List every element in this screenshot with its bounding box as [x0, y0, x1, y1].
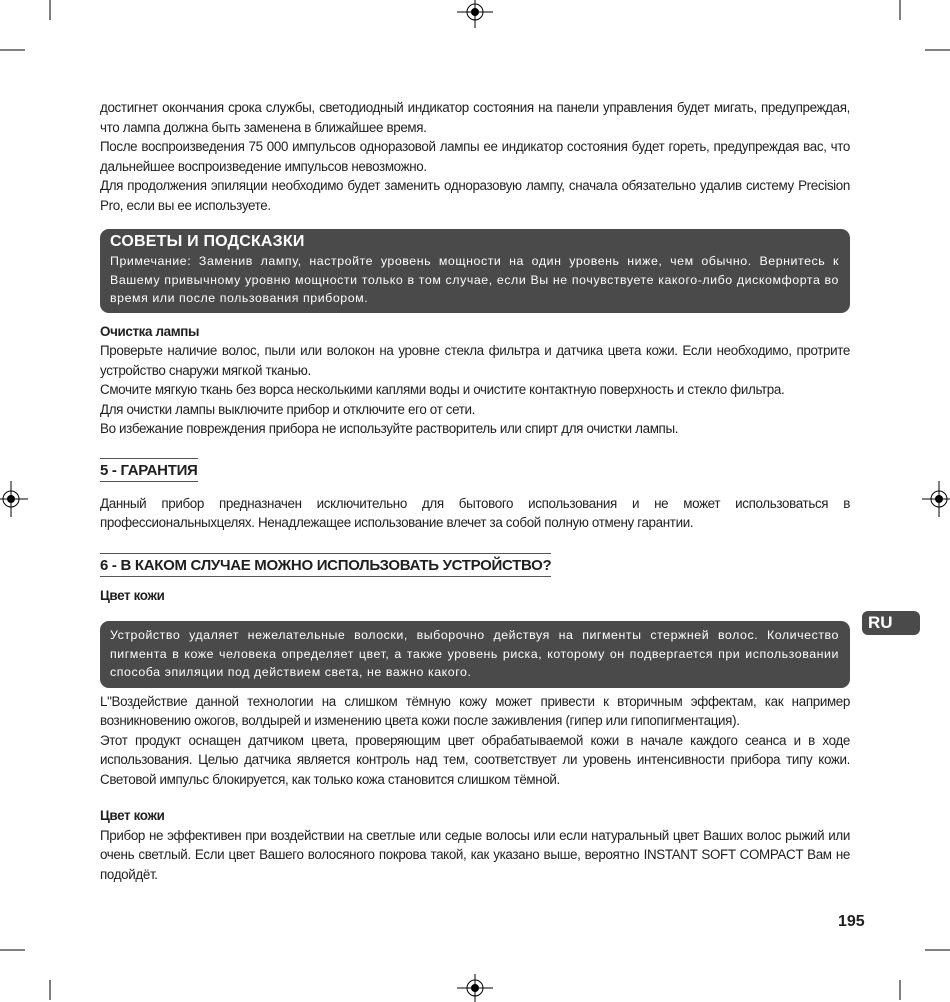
- lamp-cleaning-heading: Очистка лампы: [100, 323, 200, 339]
- crop-mark-tl: [0, 0, 60, 60]
- skin-info-text: Устройство удаляет нежелательные волоски, выборочно действуя на пигменты стержней волос. Количество пигмента в коже человека определяет цвет, а также уровень риска, которому он подвергается при использовании способа эпиляции под действием света, не важно какого.: [110, 628, 839, 679]
- tips-body: Примечание: Заменив лампу, настройте уровень мощности на один уровень ниже, чем обычно. Вернитесь к Вашему привычному уровню мощности только в том случае, если Вы не почувствуете какого-либо дискомфорта во время или после пользования прибором.: [110, 254, 839, 305]
- crop-mark-bl: [0, 940, 60, 1000]
- hair-color-heading: Цвет кожи: [100, 808, 165, 823]
- intro-paragraph-1: достигнет окончания срока службы, светодиодный индикатор состояния на панели управления будет мигать, предупреждая, что лампа должна быть заменена в ближайшее время.: [100, 100, 850, 135]
- tips-title: СОВЕТЫ И ПОДСКАЗКИ: [110, 233, 305, 250]
- intro-paragraph-2: После воспроизведения 75 000 импульсов одноразовой лампы ее индикатор состояния будет гореть, предупреждая вас, что дальнейшее воспроизведение импульсов невозможно.: [100, 139, 850, 174]
- crop-mark-tr: [890, 0, 950, 60]
- lamp-cleaning-line-4: Во избежание повреждения прибора не используйте растворитель или спирт для очистки лампы.: [100, 421, 679, 436]
- page-content: [100, 98, 850, 884]
- usage-paragraph-2: Этот продукт оснащен датчиком цвета, проверяющим цвет обрабатываемой кожи в начале каждого сеанса и в ходе использования. Целью датчика является контроль над тем, соответствует ли уровень интенсивности прибора типу кожи. Световой импульс блокируется, как только кожа становится слишком тёмной.: [100, 732, 850, 787]
- tips-box: [100, 229, 850, 313]
- skin-info-box: [100, 621, 850, 688]
- warranty-text: Данный прибор предназначен исключительно для бытового использования и не может использоваться в профессиональныхцелях. Ненадлежащее использование влечет за собой полную отмену гарантии.: [100, 495, 850, 530]
- language-badge: RU: [862, 611, 920, 635]
- usage-section: [100, 553, 850, 885]
- registration-mark-left: [0, 479, 30, 519]
- skin-color-heading: Цвет кожи: [100, 587, 165, 603]
- registration-mark-bottom: [455, 972, 495, 1002]
- lamp-cleaning-line-3: Для очистки лампы выключите прибор и отключите его от сети.: [100, 401, 476, 417]
- crop-mark-br: [890, 940, 950, 1000]
- usage-title: 6 - В КАКОМ СЛУЧАЕ МОЖНО ИСПОЛЬЗОВАТЬ УСТРОЙСТВО?: [100, 553, 551, 577]
- page-number: 195: [838, 913, 865, 930]
- lamp-cleaning-line-2: Смочите мягкую ткань без ворса несколькими каплями воды и очистите контактную поверхность и стекло фильтра.: [100, 382, 785, 397]
- usage-paragraph-1: L"Воздействие данной технологии на слишком тёмную кожу может привести к вторичным эффектам, как например возникновению ожогов, волдырей и изменению цвета кожи после заживления (гипер или гипопигментация).: [100, 693, 850, 728]
- hair-color-text: Прибор не эффективен при воздействии на светлые или седые волосы или если натуральный цвет Ваших волос рыжий или очень светлый. Если цвет Вашего волосяного покрова такой, как указано выше, вероятно INSTANT SOFT COMPACT Вам не подойдёт.: [100, 827, 850, 882]
- registration-mark-right: [920, 479, 950, 519]
- warranty-section: [100, 458, 850, 533]
- intro-paragraph-3: Для продолжения эпиляции необходимо будет заменить одноразовую лампу, сначала обязательно удалив систему Precision Pro, если вы ее используете.: [100, 178, 850, 213]
- lamp-cleaning-line-1: Проверьте наличие волос, пыли или волокон на уровне стекла фильтра и датчика цвета кожи. Если необходимо, протрите устройство снаружи мягкой тканью.: [100, 343, 850, 378]
- registration-mark-top: [455, 0, 495, 30]
- warranty-title: 5 - ГАРАНТИЯ: [100, 458, 198, 482]
